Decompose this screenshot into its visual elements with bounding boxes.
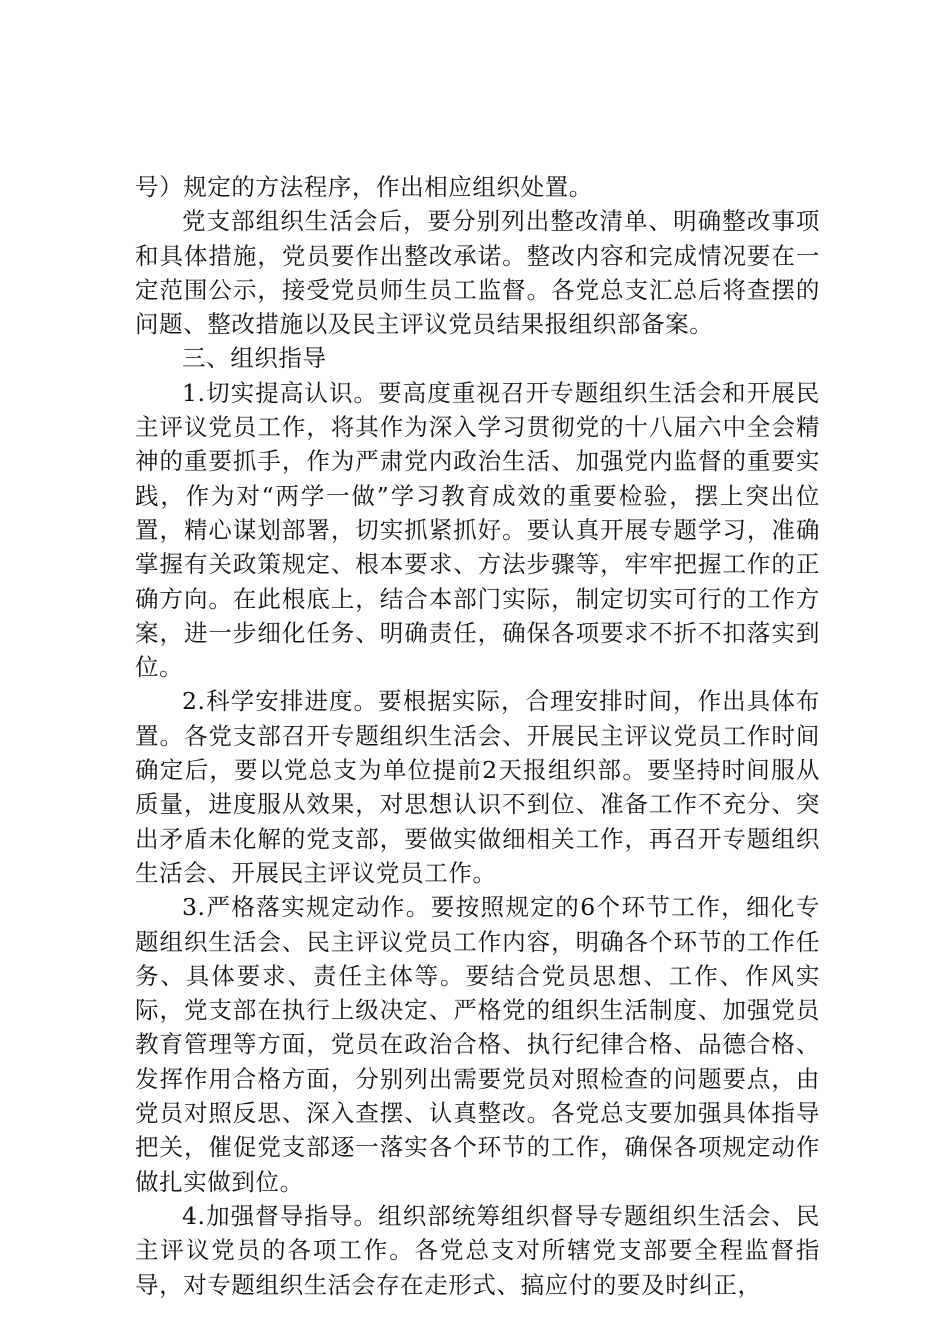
paragraph-rectification: 党支部组织生活会后，要分别列出整改清单、明确整改事项和具体措施，党员要作出整改承诺。整改内容和完成情况要在一定范围公示，接受党员师生员工监督。各党总支汇总后将查摆的问题、整改措施以及民主评议党员结果报组织部备案。 <box>135 207 820 339</box>
paragraph-continuation: 号）规定的方法程序，作出相应组织处置。 <box>135 173 593 201</box>
paragraph-item-2: 2.科学安排进度。要根据实际，合理安排时间，作出具体布置。各党支部召开专题组织生活会、开展民主评议党员工作时间确定后，要以党总支为单位提前2天报组织部。要坚持时间服从质量，进度服从效果，对思想认识不到位、准备工作不充分、突出矛盾未化解的党支部，要做实做细相关工作，再召开专题组织生活会、开展民主评议党员工作。 <box>135 687 820 887</box>
paragraph-item-1: 1.切实提高认识。要高度重视召开专题组织生活会和开展民主评议党员工作，将其作为深入学习贯彻党的十八届六中全会精神的重要抓手，作为严肃党内政治生活、加强党内监督的重要实践，作为对“两学一做”学习教育成效的重要检验，摆上突出位置，精心谋划部署，切实抓紧抓好。要认真开展专题学习，准确掌握有关政策规定、根本要求、方法步骤等，牢牢把握工作的正确方向。在此根底上，结合本部门实际，制定切实可行的工作方案，进一步细化任务、明确责任，确保各项要求不折不扣落实到位。 <box>135 378 820 682</box>
section-heading-organization-guidance: 三、组织指导 <box>182 344 327 373</box>
paragraph-item-4: 4.加强督导指导。组织部统筹组织督导专题组织生活会、民主评议党员的各项工作。各党总支对所辖党支部要全程监督指导，对专题组织生活会存在走形式、搞应付的要及时纠正， <box>135 1201 820 1299</box>
paragraph-item-3: 3.严格落实规定动作。要按照规定的6个环节工作，细化专题组织生活会、民主评议党员工作内容，明确各个环节的工作任务、具体要求、责任主体等。要结合党员思想、工作、作风实际，党支部在执行上级决定、严格党的组织生活制度、加强党员教育管理等方面，党员在政治合格、执行纪律合格、品德合格、发挥作用合格方面，分别列出需要党员对照检查的问题要点，由党员对照反思、深入查摆、认真整改。各党总支要加强具体指导把关，催促党支部逐一落实各个环节的工作，确保各项规定动作做扎实做到位。 <box>135 893 820 1196</box>
document-body <box>135 170 820 1302</box>
